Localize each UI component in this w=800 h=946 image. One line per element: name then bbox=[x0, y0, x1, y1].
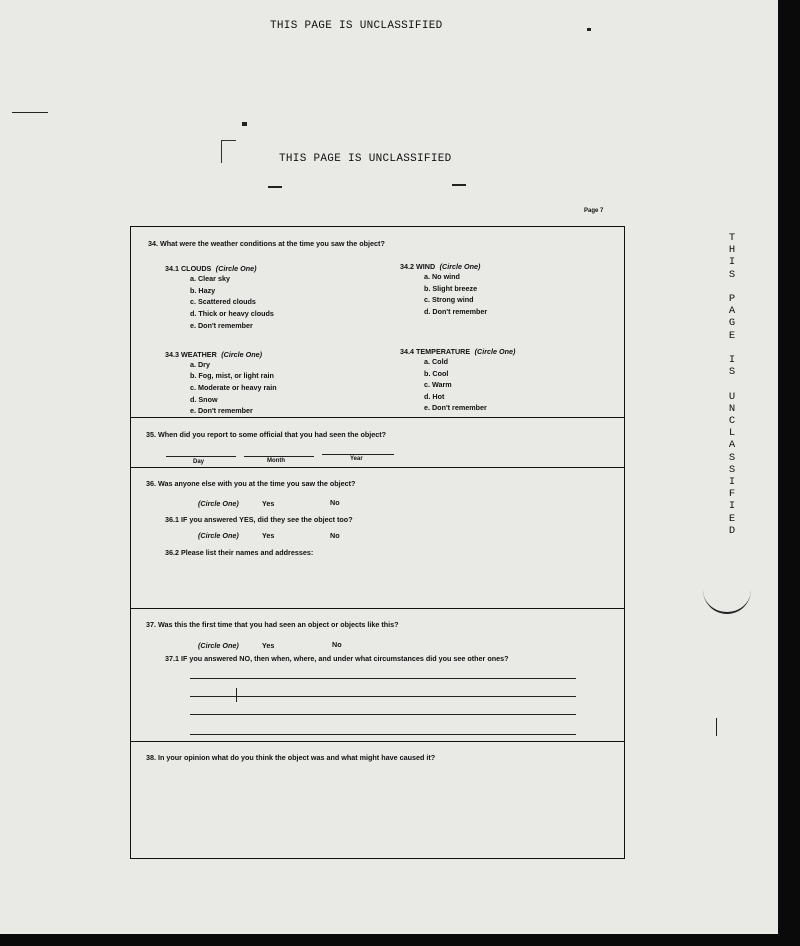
stamp-letter: I bbox=[728, 500, 736, 513]
temperature-option[interactable]: e. Don't remember bbox=[424, 403, 487, 412]
day-label: Day bbox=[193, 459, 205, 465]
temperature-hint: (Circle One) bbox=[474, 347, 516, 356]
weather-option[interactable]: c. Moderate or heavy rain bbox=[190, 383, 277, 392]
stamp-letter bbox=[723, 342, 741, 354]
scan-speck bbox=[268, 186, 282, 188]
q37-yes[interactable]: Yes bbox=[262, 641, 275, 650]
answer-line[interactable] bbox=[190, 714, 576, 715]
clouds-option[interactable]: d. Thick or heavy clouds bbox=[190, 309, 274, 318]
scan-border-bottom bbox=[0, 934, 800, 946]
stamp-letter bbox=[723, 281, 741, 293]
stamp-letter: D bbox=[728, 524, 736, 537]
q37-circle-one: (Circle One) bbox=[198, 641, 239, 650]
stamp-letter: I bbox=[728, 256, 736, 269]
clouds-option[interactable]: a. Clear sky bbox=[190, 274, 230, 283]
clouds-option[interactable]: c. Scattered clouds bbox=[190, 297, 256, 306]
stamp-letter: A bbox=[728, 305, 736, 318]
stamp-letter: P bbox=[728, 293, 736, 306]
q37-1-question: 37.1 IF you answered NO, then when, where, and under what circumstances did you see other ones? bbox=[165, 654, 509, 663]
clouds-option[interactable]: e. Don't remember bbox=[190, 321, 253, 330]
side-classification-stamp bbox=[723, 232, 741, 537]
clouds-hint: (Circle One) bbox=[215, 264, 257, 273]
q36-1-question: 36.1 IF you answered YES, did they see the object too? bbox=[165, 515, 353, 524]
month-label: Month bbox=[267, 458, 285, 464]
section-divider bbox=[130, 608, 624, 609]
year-label: Year bbox=[350, 456, 363, 462]
q34-question: 34. What were the weather conditions at the time you saw the object? bbox=[148, 239, 385, 248]
top-classification: THIS PAGE IS UNCLASSIFIED bbox=[270, 20, 443, 32]
weather-hint: (Circle One) bbox=[221, 350, 262, 359]
stamp-letter: S bbox=[728, 463, 736, 476]
wind-option[interactable]: d. Don't remember bbox=[424, 307, 488, 316]
q34-temperature-heading bbox=[400, 341, 515, 359]
q36-circle-one: (Circle One) bbox=[198, 499, 239, 508]
q36-2-question: 36.2 Please list their names and addresses: bbox=[165, 548, 314, 557]
q36-1-no[interactable]: No bbox=[330, 531, 340, 540]
scan-speck bbox=[12, 112, 48, 113]
stamp-letter: S bbox=[728, 366, 736, 379]
q37-no[interactable]: No bbox=[332, 640, 342, 649]
q36-yes[interactable]: Yes bbox=[262, 499, 275, 508]
section-divider bbox=[130, 741, 624, 742]
clouds-title: 34.1 CLOUDS bbox=[165, 264, 212, 273]
stamp-letter: F bbox=[728, 488, 736, 501]
q35-question: 35. When did you report to some official that you had seen the object? bbox=[146, 430, 387, 439]
q38-question: 38. In your opinion what do you think the object was and what might have caused it? bbox=[146, 753, 436, 762]
scan-speck bbox=[452, 184, 466, 186]
temperature-option[interactable]: d. Hot bbox=[424, 392, 445, 401]
weather-title: 34.3 WEATHER bbox=[165, 350, 217, 359]
q36-no[interactable]: No bbox=[330, 498, 340, 507]
weather-option[interactable]: e. Don't remember bbox=[190, 406, 253, 415]
year-field-line[interactable] bbox=[322, 454, 394, 455]
scan-border-right bbox=[778, 0, 800, 946]
stamp-letter: I bbox=[728, 476, 736, 489]
stamp-letter: G bbox=[728, 317, 736, 330]
stamp-letter: S bbox=[728, 268, 736, 281]
section-divider bbox=[130, 417, 624, 418]
wind-hint: (Circle One) bbox=[439, 262, 481, 271]
answer-line[interactable] bbox=[190, 696, 576, 697]
q34-weather-heading bbox=[165, 344, 262, 362]
page-number: Page 7 bbox=[584, 208, 604, 214]
stamp-letter: C bbox=[728, 415, 736, 428]
temperature-option[interactable]: a. Cold bbox=[424, 357, 448, 366]
stamp-letter bbox=[723, 378, 741, 390]
weather-option[interactable]: a. Dry bbox=[190, 360, 210, 369]
answer-line[interactable] bbox=[190, 734, 576, 735]
q36-1-yes[interactable]: Yes bbox=[262, 531, 275, 540]
stamp-letter: E bbox=[728, 329, 736, 342]
stamp-letter: I bbox=[728, 354, 736, 367]
scan-speck bbox=[587, 28, 591, 31]
weather-option[interactable]: d. Snow bbox=[190, 395, 218, 404]
wind-option[interactable]: c. Strong wind bbox=[424, 295, 474, 304]
answer-line[interactable] bbox=[190, 678, 576, 679]
stamp-letter: H bbox=[728, 244, 736, 257]
wind-title: 34.2 WIND bbox=[400, 262, 436, 271]
temperature-option[interactable]: b. Cool bbox=[424, 369, 449, 378]
bracket-mark bbox=[221, 140, 236, 163]
stamp-letter: N bbox=[728, 402, 736, 415]
scan-speck bbox=[716, 718, 717, 736]
q36-question: 36. Was anyone else with you at the time you saw the object? bbox=[146, 479, 356, 488]
stamp-letter: T bbox=[728, 232, 736, 244]
stamp-letter: S bbox=[728, 451, 736, 464]
stamp-letter: L bbox=[728, 427, 736, 440]
stamp-letter: E bbox=[728, 512, 736, 525]
wind-option[interactable]: b. Slight breeze bbox=[424, 284, 478, 293]
second-classification: THIS PAGE IS UNCLASSIFIED bbox=[279, 153, 452, 165]
q37-question: 37. Was this the first time that you had seen an object or objects like this? bbox=[146, 620, 399, 629]
wind-option[interactable]: a. No wind bbox=[424, 272, 460, 281]
stamp-letter: U bbox=[728, 390, 736, 403]
section-divider bbox=[130, 467, 624, 468]
q36-1-circle-one: (Circle One) bbox=[198, 531, 239, 540]
clouds-option[interactable]: b. Hazy bbox=[190, 286, 216, 295]
temperature-title: 34.4 TEMPERATURE bbox=[400, 347, 471, 356]
temperature-option[interactable]: c. Warm bbox=[424, 380, 452, 389]
day-field-line[interactable] bbox=[166, 456, 236, 457]
stamp-letter: A bbox=[728, 439, 736, 452]
scan-speck bbox=[242, 122, 247, 126]
month-field-line[interactable] bbox=[244, 456, 314, 457]
weather-option[interactable]: b. Fog, mist, or light rain bbox=[190, 371, 274, 380]
